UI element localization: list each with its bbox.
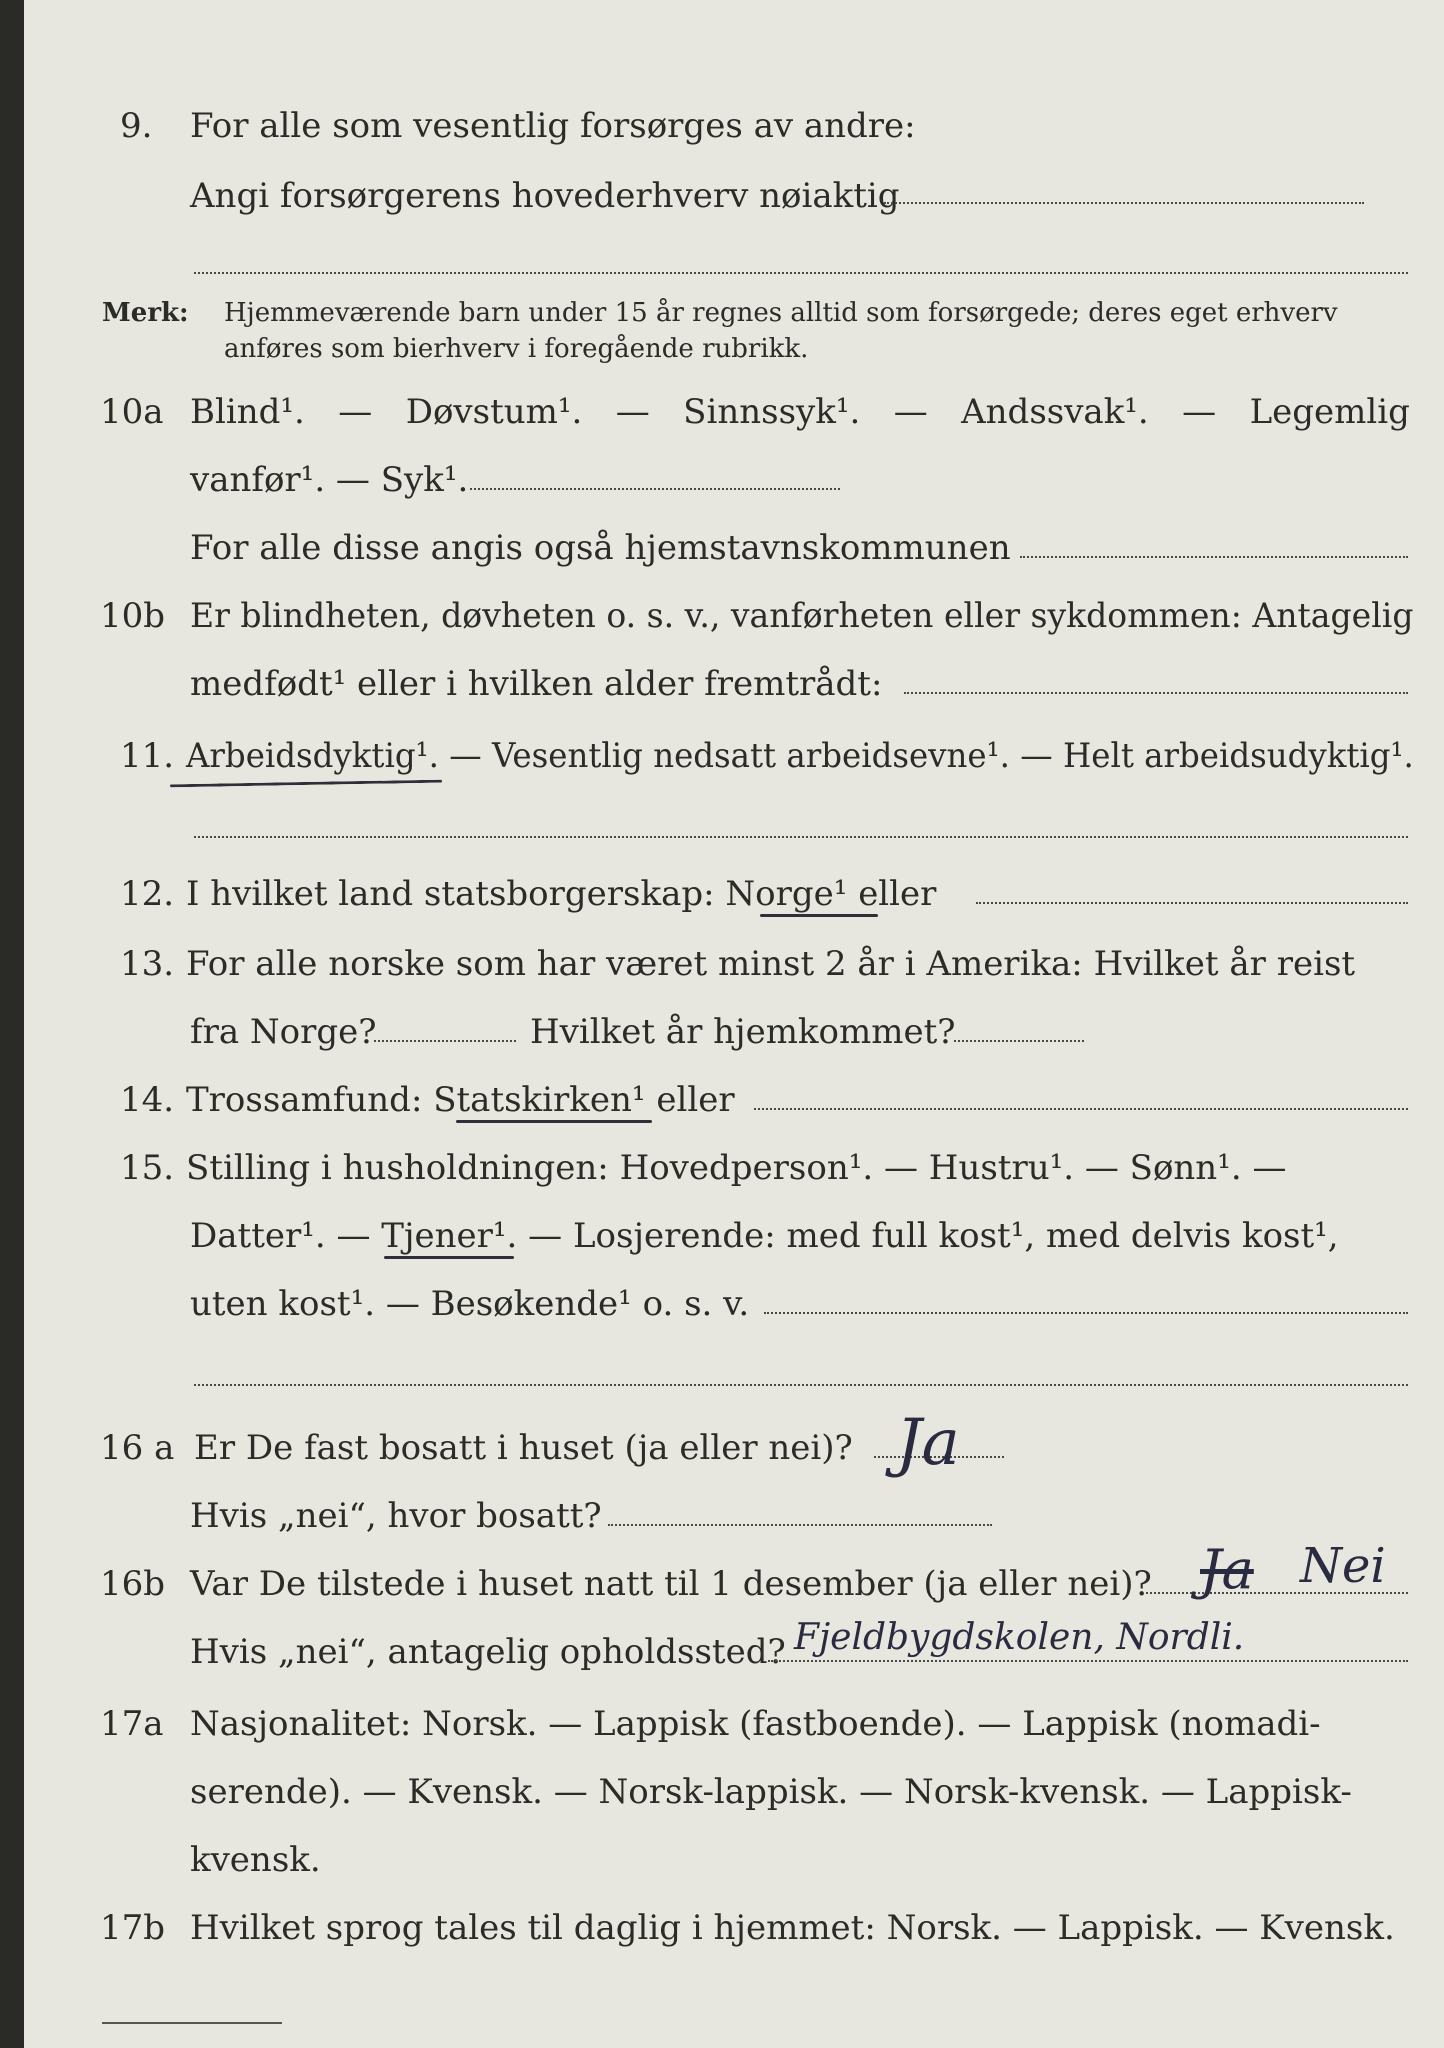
q12-answer-norge: Norge¹ (725, 874, 848, 914)
q12-answer-line (976, 902, 1408, 904)
q10a-legemlig: Legemlig (1249, 392, 1410, 432)
q10a-number: 10a (100, 392, 164, 432)
q10b-line2: medfødt¹ eller i hvilken alder fremtrådt: (190, 664, 883, 704)
q10a-line3: For alle disse angis også hjemstavnskommunen (190, 528, 1011, 568)
dash: — (615, 392, 650, 432)
census-form-page (24, 0, 1444, 2048)
q16b-handwritten-answer: Nei (1300, 1538, 1386, 1594)
q11-underline-mark (170, 780, 442, 788)
q10a-line1 (190, 392, 1410, 432)
q11-rest: — Vesentlig nedsatt arbeidsevne¹. — Helt arbeidsudyktig¹. (449, 736, 1414, 776)
q13-line1: For alle norske som har været minst 2 år i Amerika: Hvilket år reist (186, 944, 1356, 984)
q11-number: 11. (120, 736, 175, 776)
q15-underline-mark (384, 1256, 514, 1259)
q14-answer-line (754, 1108, 1408, 1110)
q14-underline-mark (456, 1120, 652, 1123)
q14-number: 14. (120, 1080, 175, 1120)
q9-line1: For alle som vesentlig forsørges av andre: (190, 106, 916, 146)
q17a-line3: kvensk. (190, 1840, 321, 1880)
dash: — (893, 392, 928, 432)
q10a-blind: Blind¹. (190, 392, 305, 432)
q15-answer-line (764, 1312, 1408, 1314)
q16a-line2: Hvis „nei“, hvor bosatt? (190, 1496, 602, 1536)
q10a-home-line (1020, 556, 1408, 558)
q10b-answer-line (904, 692, 1408, 694)
q16a-where-line (608, 1524, 992, 1526)
q11-arbeidsdyktig: Arbeidsdyktig¹. (186, 736, 439, 776)
q12-line (186, 874, 936, 914)
q16b-line2: Hvis „nei“, antagelig opholdssted? (190, 1632, 786, 1672)
q15-losjerende: — Losjerende: med full kost¹, med delvis kost¹, (528, 1216, 1339, 1256)
q14-question: Trossamfund: (186, 1080, 423, 1120)
footnote-rule (102, 2022, 282, 2024)
q10b-line1: Er blindheten, døvheten o. s. v., vanførheten eller sykdommen: Antagelig (190, 596, 1414, 636)
merk-label: Merk: (102, 298, 189, 328)
q10a-answer-line (470, 488, 840, 490)
q12-question: I hvilket land statsborgerskap: (186, 874, 715, 914)
q17a-number: 17a (100, 1704, 164, 1744)
q11-line (186, 736, 1414, 776)
q13-number: 13. (120, 944, 175, 984)
q11-answer-line (194, 836, 1408, 838)
merk-line2: anføres som bierhverv i foregående rubrikk. (224, 334, 809, 364)
q16b-struck-answer: Ja (1200, 1538, 1254, 1601)
q13-year-return-line (954, 1040, 1084, 1042)
q15-line3: uten kost¹. — Besøkende¹ o. s. v. (190, 1284, 750, 1324)
q12-number: 12. (120, 874, 175, 914)
q13-line2a: fra Norge? (190, 1012, 377, 1052)
q16b-number: 16b (100, 1564, 166, 1604)
q16a-handwritten-answer: Ja (896, 1406, 960, 1480)
q16b-handwritten-place: Fjeldbygdskolen, Nordli. (794, 1617, 1245, 1658)
q15-answer-tjener: Tjener¹. (381, 1216, 518, 1256)
q14-eller: eller (656, 1080, 735, 1120)
q15-line1: Stilling i husholdningen: Hovedperson¹. — Hustru¹. — Sønn¹. — (186, 1148, 1287, 1188)
q15-line2 (190, 1216, 1339, 1256)
q10a-andssvak: Andssvak¹. (961, 392, 1149, 432)
q9-line2: Angi forsørgerens hovederhverv nøiaktig (190, 176, 900, 216)
q9-answer-line (884, 202, 1364, 204)
q9-number: 9. (120, 106, 153, 146)
q16b-place-line (768, 1660, 1408, 1662)
q14-line (186, 1080, 735, 1120)
q15-answer-line-2 (194, 1384, 1408, 1386)
q16b-line1: Var De tilstede i huset natt til 1 desember (ja eller nei)? (190, 1564, 1152, 1604)
q13-year-left-line (374, 1040, 516, 1042)
dash: — (338, 392, 373, 432)
q16a-number: 16 a (100, 1428, 175, 1468)
q12-underline-mark (760, 914, 878, 917)
q17b-line1: Hvilket sprog tales til daglig i hjemmet: Norsk. — Lappisk. — Kvensk. (190, 1908, 1395, 1948)
q16a-line1: Er De fast bosatt i huset (ja eller nei)? (194, 1428, 853, 1468)
q17a-line1: Nasjonalitet: Norsk. — Lappisk (fastboende). — Lappisk (nomadi- (190, 1704, 1321, 1744)
merk-line1: Hjemmeværende barn under 15 år regnes alltid som forsørgede; deres eget erhverv (224, 298, 1338, 328)
q13-line2b: Hvilket år hjemkommet? (530, 1012, 956, 1052)
q17b-number: 17b (100, 1908, 166, 1948)
q10a-dovstum: Døvstum¹. (405, 392, 583, 432)
q10b-number: 10b (100, 596, 166, 636)
q10a-line2: vanfør¹. — Syk¹. (190, 460, 469, 500)
q17a-line2: serende). — Kvensk. — Norsk-lappisk. — Norsk-kvensk. — Lappisk- (190, 1772, 1352, 1812)
q14-answer-statskirken: Statskirken¹ (433, 1080, 646, 1120)
q12-eller: eller (858, 874, 937, 914)
q10a-sinnssyk: Sinnssyk¹. (683, 392, 861, 432)
dash: — (1182, 392, 1217, 432)
q15-datter: Datter¹. — (190, 1216, 371, 1256)
q15-number: 15. (120, 1148, 175, 1188)
q9-answer-line-2 (194, 272, 1408, 274)
